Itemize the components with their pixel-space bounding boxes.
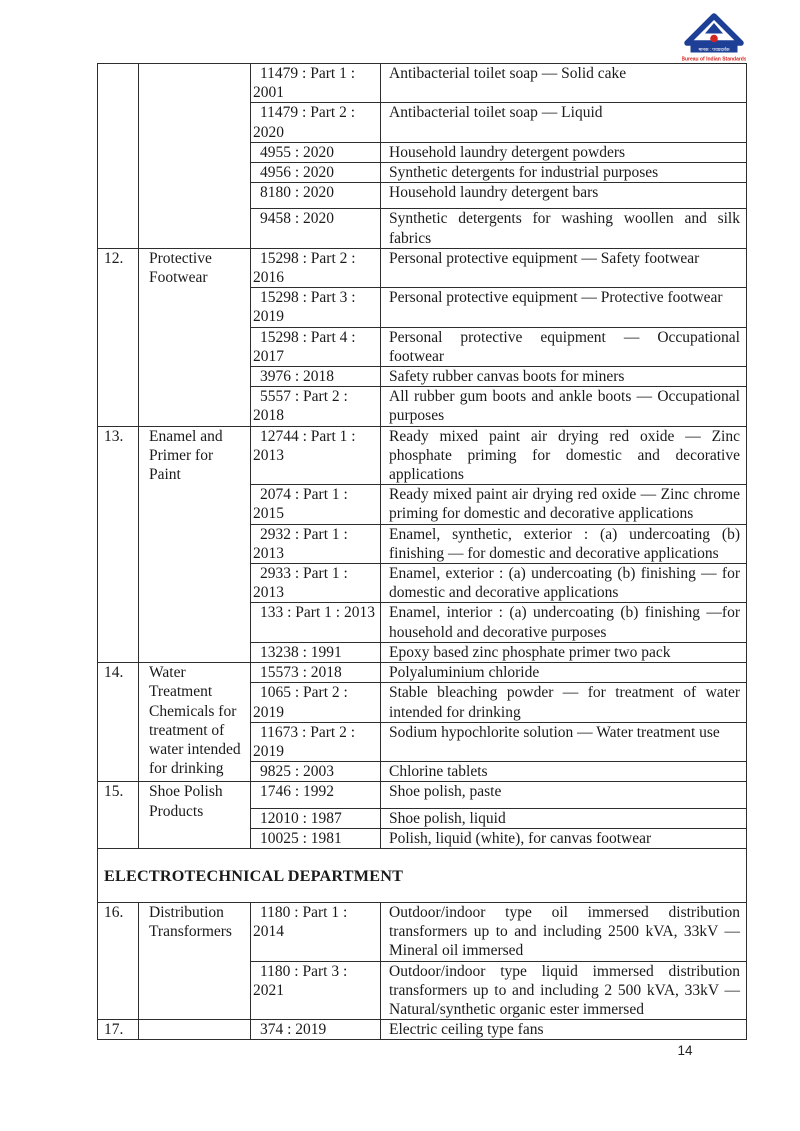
is-number-cell: 15298 : Part 3 : 2019: [251, 288, 381, 327]
serial-cell: 13.: [98, 426, 139, 662]
category-cell: [139, 1020, 251, 1040]
department-heading: ELECTROTECHNICAL DEPARTMENT: [98, 848, 747, 902]
is-number-cell: 9825 : 2003: [251, 762, 381, 782]
table-row: [98, 663, 747, 683]
serial-cell: [98, 64, 139, 249]
page-number: 14: [677, 1043, 693, 1058]
description-cell: Enamel, exterior : (a) undercoating (b) finishing — for domestic and decorative applications: [381, 564, 747, 603]
bis-logo-triangle-icon: [682, 12, 746, 62]
table-row: [98, 1020, 747, 1040]
description-cell: Outdoor/indoor type oil immersed distribution transformers up to and including 2500 kVA, 33kV — Mineral oil immersed: [381, 902, 747, 961]
is-number-cell: 9458 : 2020: [251, 209, 381, 248]
bis-logo: [682, 12, 746, 62]
description-cell: Synthetic detergents for washing woollen and silk fabrics: [381, 209, 747, 248]
description-cell: Shoe polish, paste: [381, 782, 747, 808]
description-cell: Chlorine tablets: [381, 762, 747, 782]
is-number-cell: 1180 : Part 3 : 2021: [251, 961, 381, 1020]
department-heading-row: [98, 848, 747, 902]
is-number-cell: 8180 : 2020: [251, 183, 381, 209]
description-cell: Outdoor/indoor type liquid immersed distribution transformers up to and including 2 500 kVA, 33kV — Natural/synthetic organic ester immersed: [381, 961, 747, 1020]
is-number-cell: 10025 : 1981: [251, 828, 381, 848]
description-cell: Polyaluminium chloride: [381, 663, 747, 683]
table-row: [98, 782, 747, 808]
description-cell: Household laundry detergent bars: [381, 183, 747, 209]
description-cell: Personal protective equipment — Safety footwear: [381, 248, 747, 287]
description-cell: Electric ceiling type fans: [381, 1020, 747, 1040]
description-cell: All rubber gum boots and ankle boots — Occupational purposes: [381, 387, 747, 426]
standards-table: [97, 63, 747, 1040]
logo-caption: Bureau of Indian Standards: [682, 56, 746, 62]
is-number-cell: 11479 : Part 2 : 2020: [251, 103, 381, 142]
is-number-cell: 4955 : 2020: [251, 142, 381, 162]
is-number-cell: 4956 : 2020: [251, 163, 381, 183]
is-number-cell: 3976 : 2018: [251, 367, 381, 387]
description-cell: Safety rubber canvas boots for miners: [381, 367, 747, 387]
description-cell: Ready mixed paint air drying red oxide — Zinc phosphate priming for domestic and decorative applications: [381, 426, 747, 485]
description-cell: Antibacterial toilet soap — Solid cake: [381, 64, 747, 103]
is-number-cell: 15298 : Part 4 : 2017: [251, 327, 381, 366]
is-number-cell: 2932 : Part 1 : 2013: [251, 524, 381, 563]
is-number-cell: 11479 : Part 1 : 2001: [251, 64, 381, 103]
is-number-cell: 133 : Part 1 : 2013: [251, 603, 381, 642]
category-cell: [139, 64, 251, 249]
serial-cell: 17.: [98, 1020, 139, 1040]
serial-cell: 12.: [98, 248, 139, 426]
description-cell: Epoxy based zinc phosphate primer two pack: [381, 642, 747, 662]
description-cell: Enamel, synthetic, exterior : (a) undercoating (b) finishing — for domestic and decorative applications: [381, 524, 747, 563]
category-cell: Protective Footwear: [139, 248, 251, 426]
table-row: [98, 248, 747, 287]
description-cell: Shoe polish, liquid: [381, 808, 747, 828]
is-number-cell: 1746 : 1992: [251, 782, 381, 808]
is-number-cell: 5557 : Part 2 : 2018: [251, 387, 381, 426]
is-number-cell: 1180 : Part 1 : 2014: [251, 902, 381, 961]
is-number-cell: 12744 : Part 1 : 2013: [251, 426, 381, 485]
table-row: [98, 64, 747, 103]
category-cell: Distribution Transformers: [139, 902, 251, 1019]
is-number-cell: 1065 : Part 2 : 2019: [251, 683, 381, 722]
description-cell: Stable bleaching powder — for treatment of water intended for drinking: [381, 683, 747, 722]
is-number-cell: 2933 : Part 1 : 2013: [251, 564, 381, 603]
description-cell: Personal protective equipment — Occupational footwear: [381, 327, 747, 366]
serial-cell: 14.: [98, 663, 139, 782]
table-row: [98, 902, 747, 961]
description-cell: Personal protective equipment — Protective footwear: [381, 288, 747, 327]
description-cell: Antibacterial toilet soap — Liquid: [381, 103, 747, 142]
is-number-cell: 13238 : 1991: [251, 642, 381, 662]
description-cell: Synthetic detergents for industrial purposes: [381, 163, 747, 183]
description-cell: Enamel, interior : (a) undercoating (b) finishing —for household and decorative purposes: [381, 603, 747, 642]
description-cell: Polish, liquid (white), for canvas footwear: [381, 828, 747, 848]
is-number-cell: 374 : 2019: [251, 1020, 381, 1040]
description-cell: Sodium hypochlorite solution — Water treatment use: [381, 722, 747, 761]
category-cell: Water Treatment Chemicals for treatment of water intended for drinking: [139, 663, 251, 782]
description-cell: Ready mixed paint air drying red oxide — Zinc chrome priming for domestic and decorative applications: [381, 485, 747, 524]
table-row: [98, 426, 747, 485]
is-number-cell: 11673 : Part 2 : 2019: [251, 722, 381, 761]
serial-cell: 15.: [98, 782, 139, 849]
is-number-cell: 15573 : 2018: [251, 663, 381, 683]
description-cell: Household laundry detergent powders: [381, 142, 747, 162]
logo-bar-text: मानक : पथप्रदर्शक: [698, 47, 730, 52]
is-number-cell: 15298 : Part 2 : 2016: [251, 248, 381, 287]
category-cell: Shoe Polish Products: [139, 782, 251, 849]
is-number-cell: 12010 : 1987: [251, 808, 381, 828]
is-number-cell: 2074 : Part 1 : 2015: [251, 485, 381, 524]
serial-cell: 16.: [98, 902, 139, 1019]
category-cell: Enamel and Primer for Paint: [139, 426, 251, 662]
